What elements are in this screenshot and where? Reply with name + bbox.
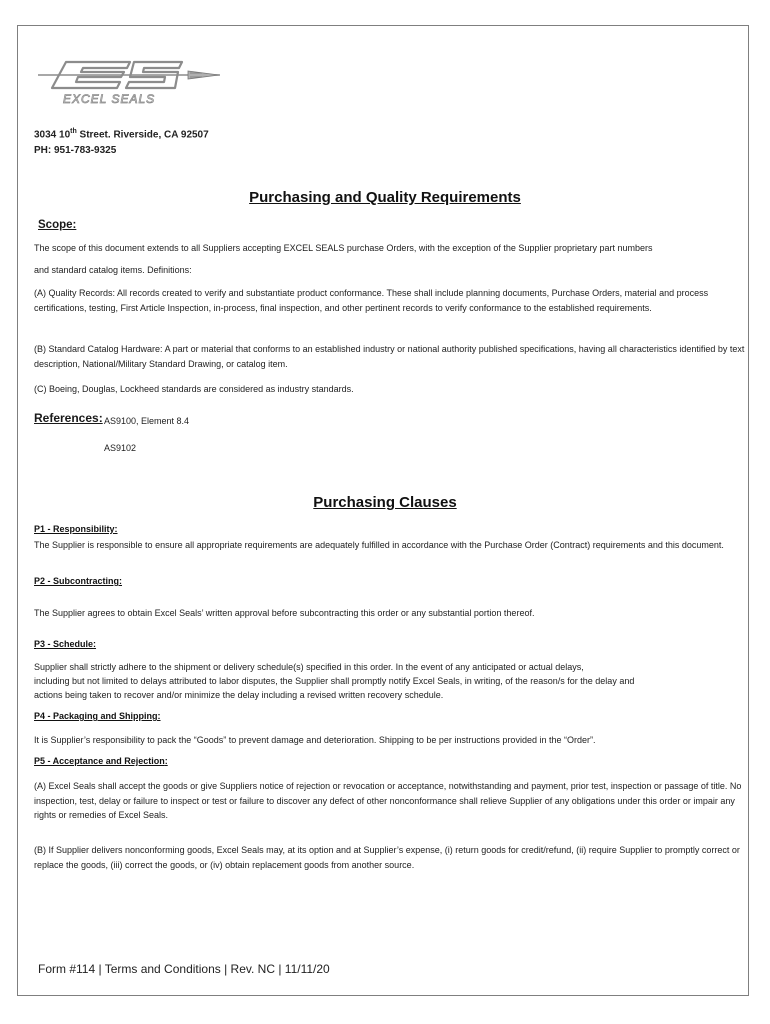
clause-p2-text: The Supplier agrees to obtain Excel Seals’ written approval before subcontracting this order or any substantial portion thereof.: [34, 608, 535, 618]
excel-seals-logo-icon: [38, 55, 226, 108]
page-footer: Form #114 | Terms and Conditions | Rev. NC | 11/11/20: [38, 962, 330, 976]
definition-c: (C) Boeing, Douglas, Lockheed standards are considered as industry standards.: [34, 384, 354, 394]
clause-p1-text: The Supplier is responsible to ensure all appropriate requirements are adequately fulfilled in accordance with the Purchase Order (Contract) requirements and this document.: [34, 540, 724, 550]
excel-seals-logo: [38, 55, 226, 108]
phone-number: PH: 951-783-9325: [34, 145, 117, 156]
clause-p3-text-1: Supplier shall strictly adhere to the shipment or delivery schedule(s) specified in this order. In the event of any anticipated or actual delays,: [34, 662, 584, 672]
clause-p4-text: It is Supplier’s responsibility to pack the “Goods” to prevent damage and deterioration. Shipping to be per instructions provided in the “Order”.: [34, 735, 596, 745]
reference-item-1: AS9100, Element 8.4: [104, 416, 190, 426]
logo-wordmark: EXCEL SEALS: [63, 92, 156, 106]
scope-text-line-2: and standard catalog items. Definitions:: [34, 265, 192, 275]
clause-p5-text-a: (A) Excel Seals shall accept the goods or give Suppliers notice of rejection or revocation or acceptance, notwithstanding and payment, prior test, inspection or passage of title. No inspection, test, delay or failure to inspect or test or failure to discover any defect of other nonconformance shall relieve Supplier of any obligations under this order or impair any rights or remedies of Excel Seals.: [34, 781, 742, 820]
definition-b: (B) Standard Catalog Hardware: A part or material that conforms to an established industry or national authority published specifications, having all characteristics identified by text description, National/Military Standard Drawing, or catalog item.: [34, 344, 745, 369]
street-rest: Street. Riverside, CA 92507: [76, 129, 209, 141]
clause-p5-text-b: (B) If Supplier delivers nonconforming goods, Excel Seals may, at its option and at Supplier’s expense, (i) return goods for credit/refund, (ii) require Supplier to promptly correct or replace the goods, (iii) correct the goods, or (iv) obtain replacement goods from another source.: [34, 845, 740, 870]
page-title: Purchasing and Quality Requirements: [249, 189, 521, 206]
reference-item-2: AS9102: [104, 443, 137, 453]
scope-text-line-1: The scope of this document extends to all Suppliers accepting EXCEL SEALS purchase Orders, with the exception of the Supplier proprietary part numbers: [34, 243, 653, 253]
definition-a: (A) Quality Records: All records created to verify and substantiate product conformance. These shall include planning documents, Purchase Orders, material and process certifications, testing, First Article Inspection, in-process, final inspection, and other pertinent records to verify conformance to the established requirements.: [34, 288, 709, 313]
scope-heading: Scope:: [38, 219, 77, 231]
clause-p2-heading: P2 - Subcontracting:: [34, 576, 123, 586]
clause-p1-heading: P1 - Responsibility:: [34, 524, 118, 534]
clause-p3-text-3: actions being taken to recover and/or minimize the delay including a revised written recovery schedule.: [34, 690, 444, 700]
address-street: [34, 128, 209, 140]
street-number: 3034 10: [34, 129, 71, 141]
clause-p3-text-2: including but not limited to delays attributed to labor disputes, the Supplier shall promptly notify Excel Seals, in writing, of the reason/s for the delay and: [34, 676, 635, 686]
references-heading: References:: [34, 411, 103, 425]
clause-p3-heading: P3 - Schedule:: [34, 639, 97, 649]
purchasing-clauses-title: Purchasing Clauses: [313, 494, 457, 511]
clause-p5-heading: P5 - Acceptance and Rejection:: [34, 756, 168, 766]
clause-p4-heading: P4 - Packaging and Shipping:: [34, 711, 161, 721]
street-ordinal: th: [70, 128, 77, 135]
